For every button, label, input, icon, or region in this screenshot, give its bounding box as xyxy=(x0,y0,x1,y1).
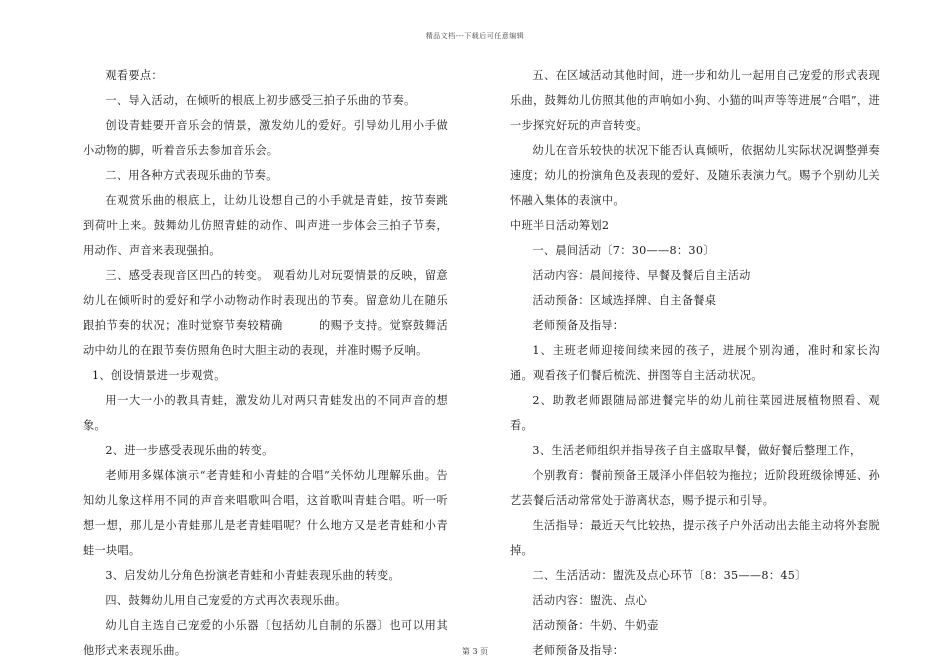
list-item: 2、助教老师跟随局部进餐完毕的幼儿前往菜园进展植物照看、观看。 xyxy=(510,394,880,432)
section-heading: 四、鼓舞幼儿用自己宠爱的方式再次表现乐曲。 xyxy=(105,594,347,607)
list-item: 2、进一步感受表现乐曲的转变。 xyxy=(105,444,274,457)
list-item: 3、生活老师组织并指导孩子自主盛取早餐，做好餐后整理工作， xyxy=(532,444,862,457)
list-item: 1、创设情景进一步观赏。 xyxy=(91,369,226,382)
list-item: 3、启发幼儿分角色扮演老青蛙和小青蛙表现乐曲的转变。 xyxy=(105,569,400,582)
paragraph xyxy=(83,263,448,363)
paragraph: 用一大一小的教具青蛙，激发幼儿对两只青蛙发出的不同声音的想象。 xyxy=(83,394,448,432)
paragraph: 活动内容：晨间接待、早餐及餐后自主活动 xyxy=(532,269,751,282)
list-item: 1、主班老师迎接间续来园的孩子，进展个别沟通，准时和家长沟通。观看孩子们餐后梳洗、拼图等自主活动状况。 xyxy=(510,344,880,382)
section-heading: 五、在区域活动其他时间，进一步和幼儿一起用自己宠爱的形式表现乐曲，鼓舞幼儿仿照其他的声响如小狗、小猫的叫声等等进展“合唱”，进一步探究好玩的声音转变。 xyxy=(510,69,880,132)
paragraph: 生活指导：最近天气比较热，提示孩子户外活动出去能主动将外套脱掉。 xyxy=(510,519,880,557)
paragraph: 老师预备及指导： xyxy=(532,319,625,332)
page-header: 精品文档---下载后可任意编辑 xyxy=(425,32,525,40)
right-column xyxy=(510,63,880,663)
section-heading: 一、晨间活动〔7：30——8：30〕 xyxy=(532,244,715,257)
paragraph: 在观赏乐曲的根底上，让幼儿设想自己的小手就是青蛙，按节奏跳到荷叶上来。鼓舞幼儿仿照青蛙的动作、叫声进一步体会三拍子节奏，用动作、声音来表现强拍。 xyxy=(83,194,448,257)
paragraph: 老师用多媒体演示“老青蛙和小青蛙的合唱”关怀幼儿理解乐曲。告知幼儿象这样用不同的声音来唱歌叫合唱，这首歌叫青蛙合唱。听一听想一想，那儿是小青蛙那儿是老青蛙唱呢？什么地方又是老青蛙和小青蛙一块唱。 xyxy=(83,469,448,557)
paragraph: 观看要点： xyxy=(105,69,163,82)
left-column xyxy=(83,63,448,663)
paragraph-part: 三、感受表现音区凹凸的转变。 观看幼儿对玩耍情景的反映，留意幼儿在倾听时的爱好和学小动物动作时表现出的节奏。留意幼儿在随乐跟拍节奏的状况；准时觉察节奏较精确 xyxy=(83,269,448,332)
section-heading: 二、用各种方式表现乐曲的节奏。 xyxy=(105,169,278,182)
section-heading: 二、生活活动：盥洗及点心环节〔8：35——8：45〕 xyxy=(532,569,807,582)
paragraph: 活动内容：盥洗、点心 xyxy=(532,594,648,607)
paragraph: 个别教育：餐前预备王晟泽小伴侣较为拖拉；近阶段班级徐博延、孙艺芸餐后活动常常处于游离状态，赐予提示和引导。 xyxy=(510,469,880,507)
paragraph-part: 的赐予支持。觉察鼓舞活动中幼儿的在跟节奏仿照角色时大胆主动的表现，并准时赐予反响。 xyxy=(83,319,448,357)
paragraph: 活动预备：区域选择牌、自主备餐桌 xyxy=(532,294,717,307)
section-heading: 一、导入活动，在倾听的根底上初步感受三拍子乐曲的节奏。 xyxy=(105,94,416,107)
paragraph: 老师预备及指导： xyxy=(532,644,625,657)
paragraph: 幼儿在音乐较快的状况下能否认真倾听，依据幼儿实际状况调整弹奏速度；幼儿的扮演角色及表现的爱好、及随乐表演力气。赐予个别幼儿关怀融入集体的表演中。 xyxy=(510,144,880,207)
paragraph: 创设青蛙要开音乐会的情景，激发幼儿的爱好。引导幼儿用小手做小动物的脚，听着音乐去参加音乐会。 xyxy=(83,119,448,157)
paragraph: 活动预备：牛奶、牛奶壶 xyxy=(532,619,659,632)
paragraph: 幼儿自主选自己宠爱的小乐器〔包括幼儿自制的乐器〕也可以用其他形式来表现乐曲。 xyxy=(83,619,448,657)
document-subtitle: 中班半日活动筹划2 xyxy=(510,219,610,232)
page-number: 第 3 页 xyxy=(461,647,489,656)
